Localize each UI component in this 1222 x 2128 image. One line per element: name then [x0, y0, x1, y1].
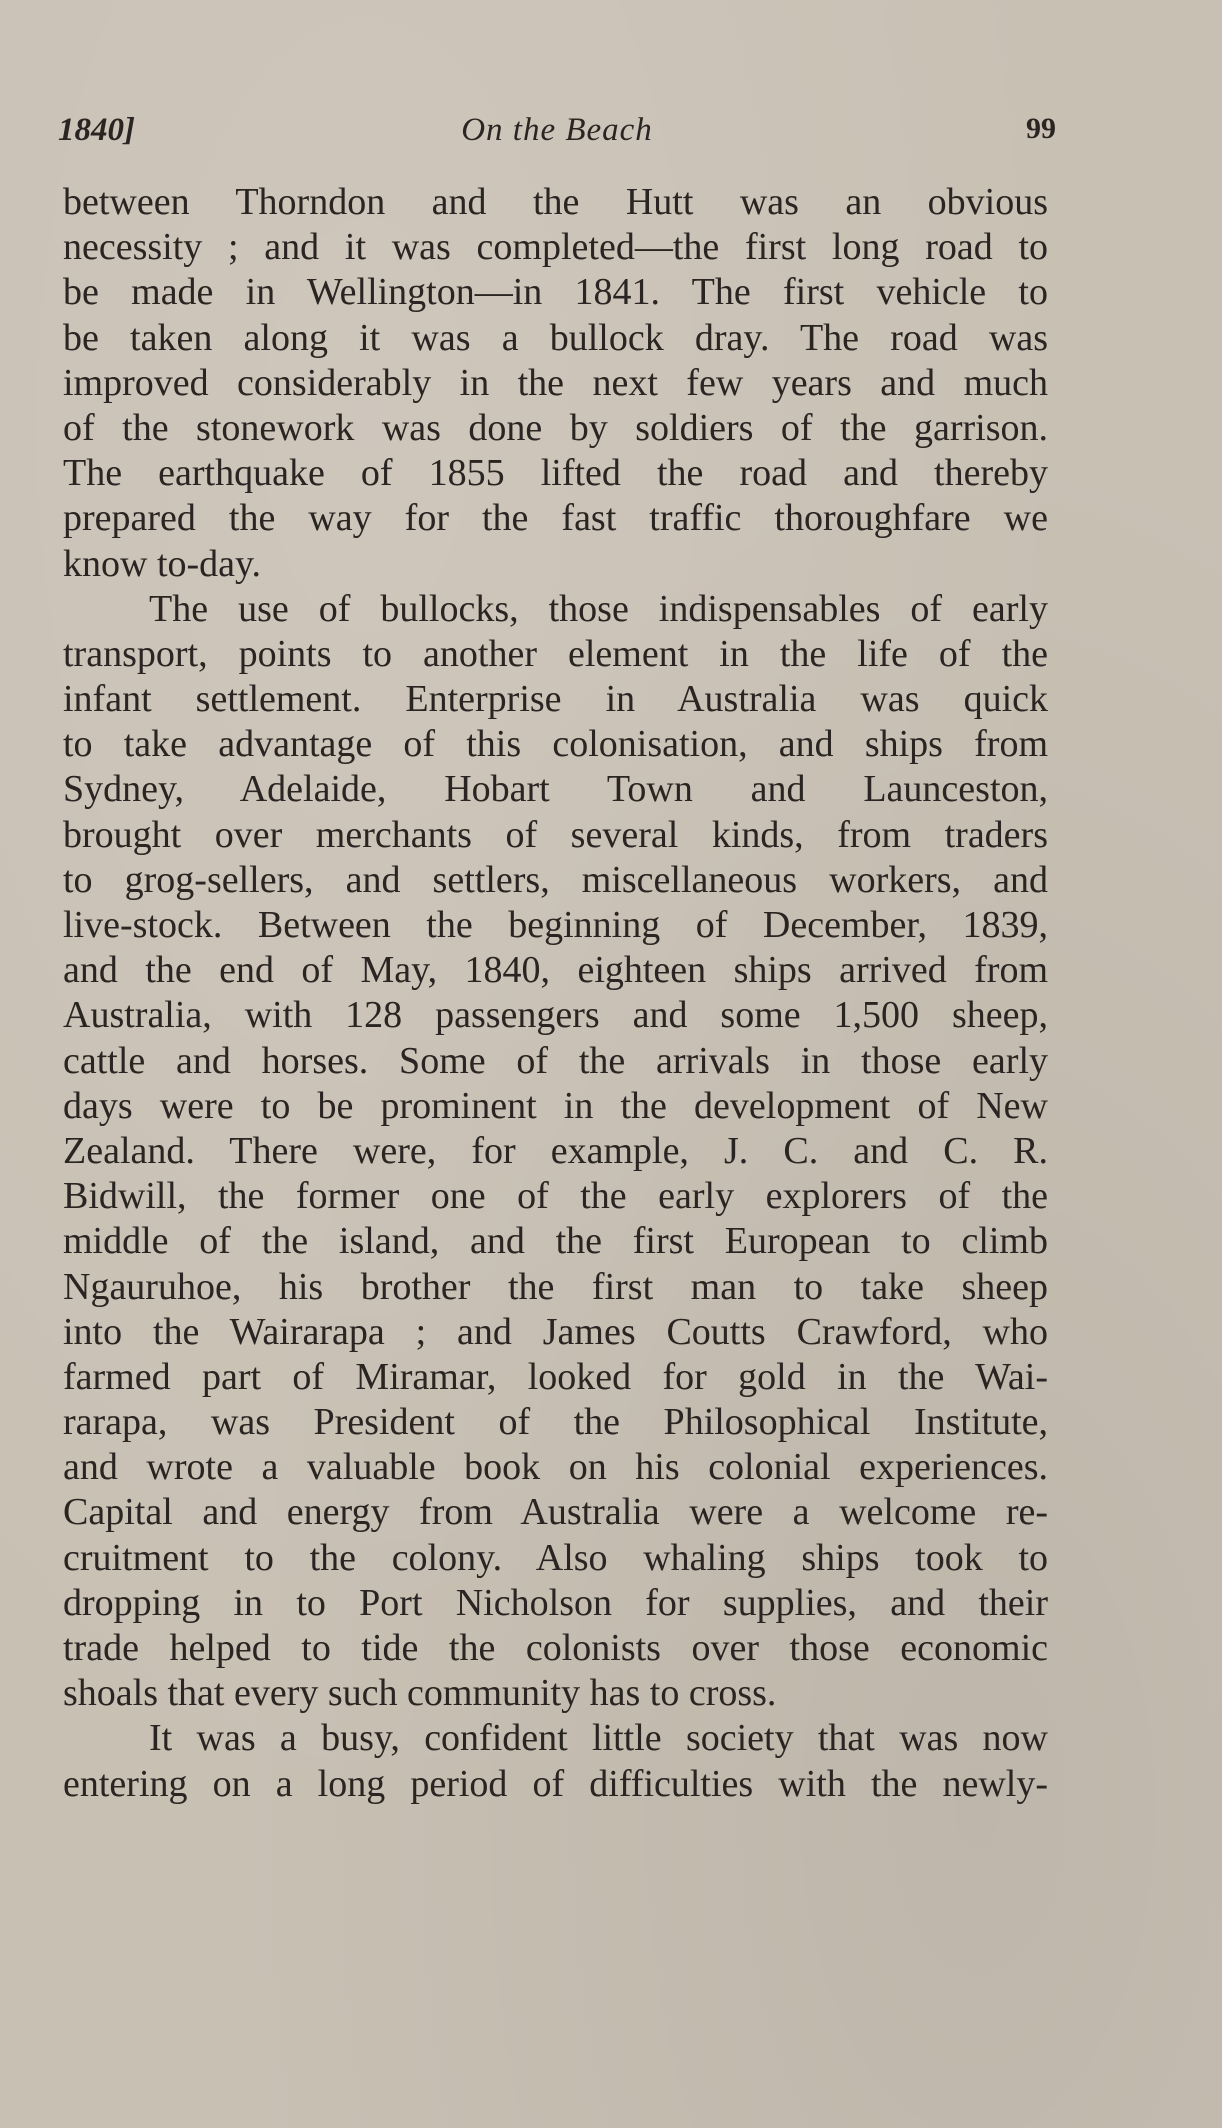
text-line: into the Wairarapa ; and James Coutts Crawford, who	[63, 1310, 1048, 1353]
text-line: middle of the island, and the first European to climb	[63, 1220, 1048, 1263]
text-line: Ngauruhoe, his brother the first man to take sheep	[63, 1265, 1048, 1308]
text-line: live-stock. Between the beginning of December, 1839,	[63, 904, 1048, 946]
text-line: days were to be prominent in the development of New	[63, 1084, 1048, 1127]
text-line: shoals that every such community has to cross.	[63, 1672, 777, 1715]
page-number: 99	[1026, 112, 1056, 145]
text-line: necessity ; and it was completed—the first long road to	[63, 226, 1048, 269]
text-line: to take advantage of this colonisation, and ships from	[63, 723, 1048, 766]
text-line: farmed part of Miramar, looked for gold in the Wai-	[63, 1355, 1048, 1398]
paragraph	[63, 587, 1048, 1717]
text-line: trade helped to tide the colonists over those economic	[63, 1627, 1048, 1669]
text-line: It was a busy, confident little society that was now	[149, 1717, 1048, 1760]
running-head-year: 1840]	[58, 112, 135, 148]
text-line: Bidwill, the former one of the early explorers of the	[63, 1175, 1048, 1218]
text-line: transport, points to another element in the life of the	[63, 632, 1048, 675]
text-line: Capital and energy from Australia were a welcome re-	[63, 1491, 1048, 1534]
text-line: and the end of May, 1840, eighteen ships arrived from	[63, 949, 1048, 992]
running-head-title: On the Beach	[461, 112, 653, 148]
text-line: cattle and horses. Some of the arrivals in those early	[63, 1039, 1048, 1082]
text-line: entering on a long period of difficulties with the newly-	[63, 1762, 1048, 1805]
text-line: know to-day.	[63, 542, 262, 585]
text-line: Australia, with 128 passengers and some 1,500 sheep,	[63, 994, 1048, 1037]
text-line: infant settlement. Enterprise in Australia was quick	[63, 678, 1048, 721]
text-line: Sydney, Adelaide, Hobart Town and Launceston,	[63, 768, 1048, 811]
text-line: be made in Wellington—in 1841. The first vehicle to	[63, 271, 1048, 314]
text-line: to grog-sellers, and settlers, miscellaneous workers, and	[63, 858, 1048, 901]
text-line: brought over merchants of several kinds, from traders	[63, 813, 1048, 856]
running-head	[58, 112, 1056, 158]
paragraph	[63, 1716, 1048, 1806]
text-line: between Thorndon and the Hutt was an obvious	[63, 181, 1048, 223]
text-line: dropping in to Port Nicholson for supplies, and their	[63, 1581, 1048, 1624]
text-line: The use of bullocks, those indispensables of early	[149, 587, 1048, 630]
text-line: The earthquake of 1855 lifted the road and thereby	[63, 452, 1048, 495]
text-line: rarapa, was President of the Philosophical Institute,	[63, 1401, 1048, 1444]
paragraph	[63, 180, 1048, 587]
text-line: and wrote a valuable book on his colonial experiences.	[63, 1446, 1048, 1489]
body-text	[63, 180, 1048, 1807]
text-line: cruitment to the colony. Also whaling ships took to	[63, 1536, 1048, 1579]
text-line: of the stonework was done by soldiers of the garrison.	[63, 406, 1048, 449]
text-line: improved considerably in the next few years and much	[63, 361, 1048, 404]
text-line: be taken along it was a bullock dray. The road was	[63, 316, 1048, 359]
text-line: prepared the way for the fast traffic thoroughfare we	[63, 497, 1048, 540]
text-line: Zealand. There were, for example, J. C. and C. R.	[63, 1129, 1048, 1172]
